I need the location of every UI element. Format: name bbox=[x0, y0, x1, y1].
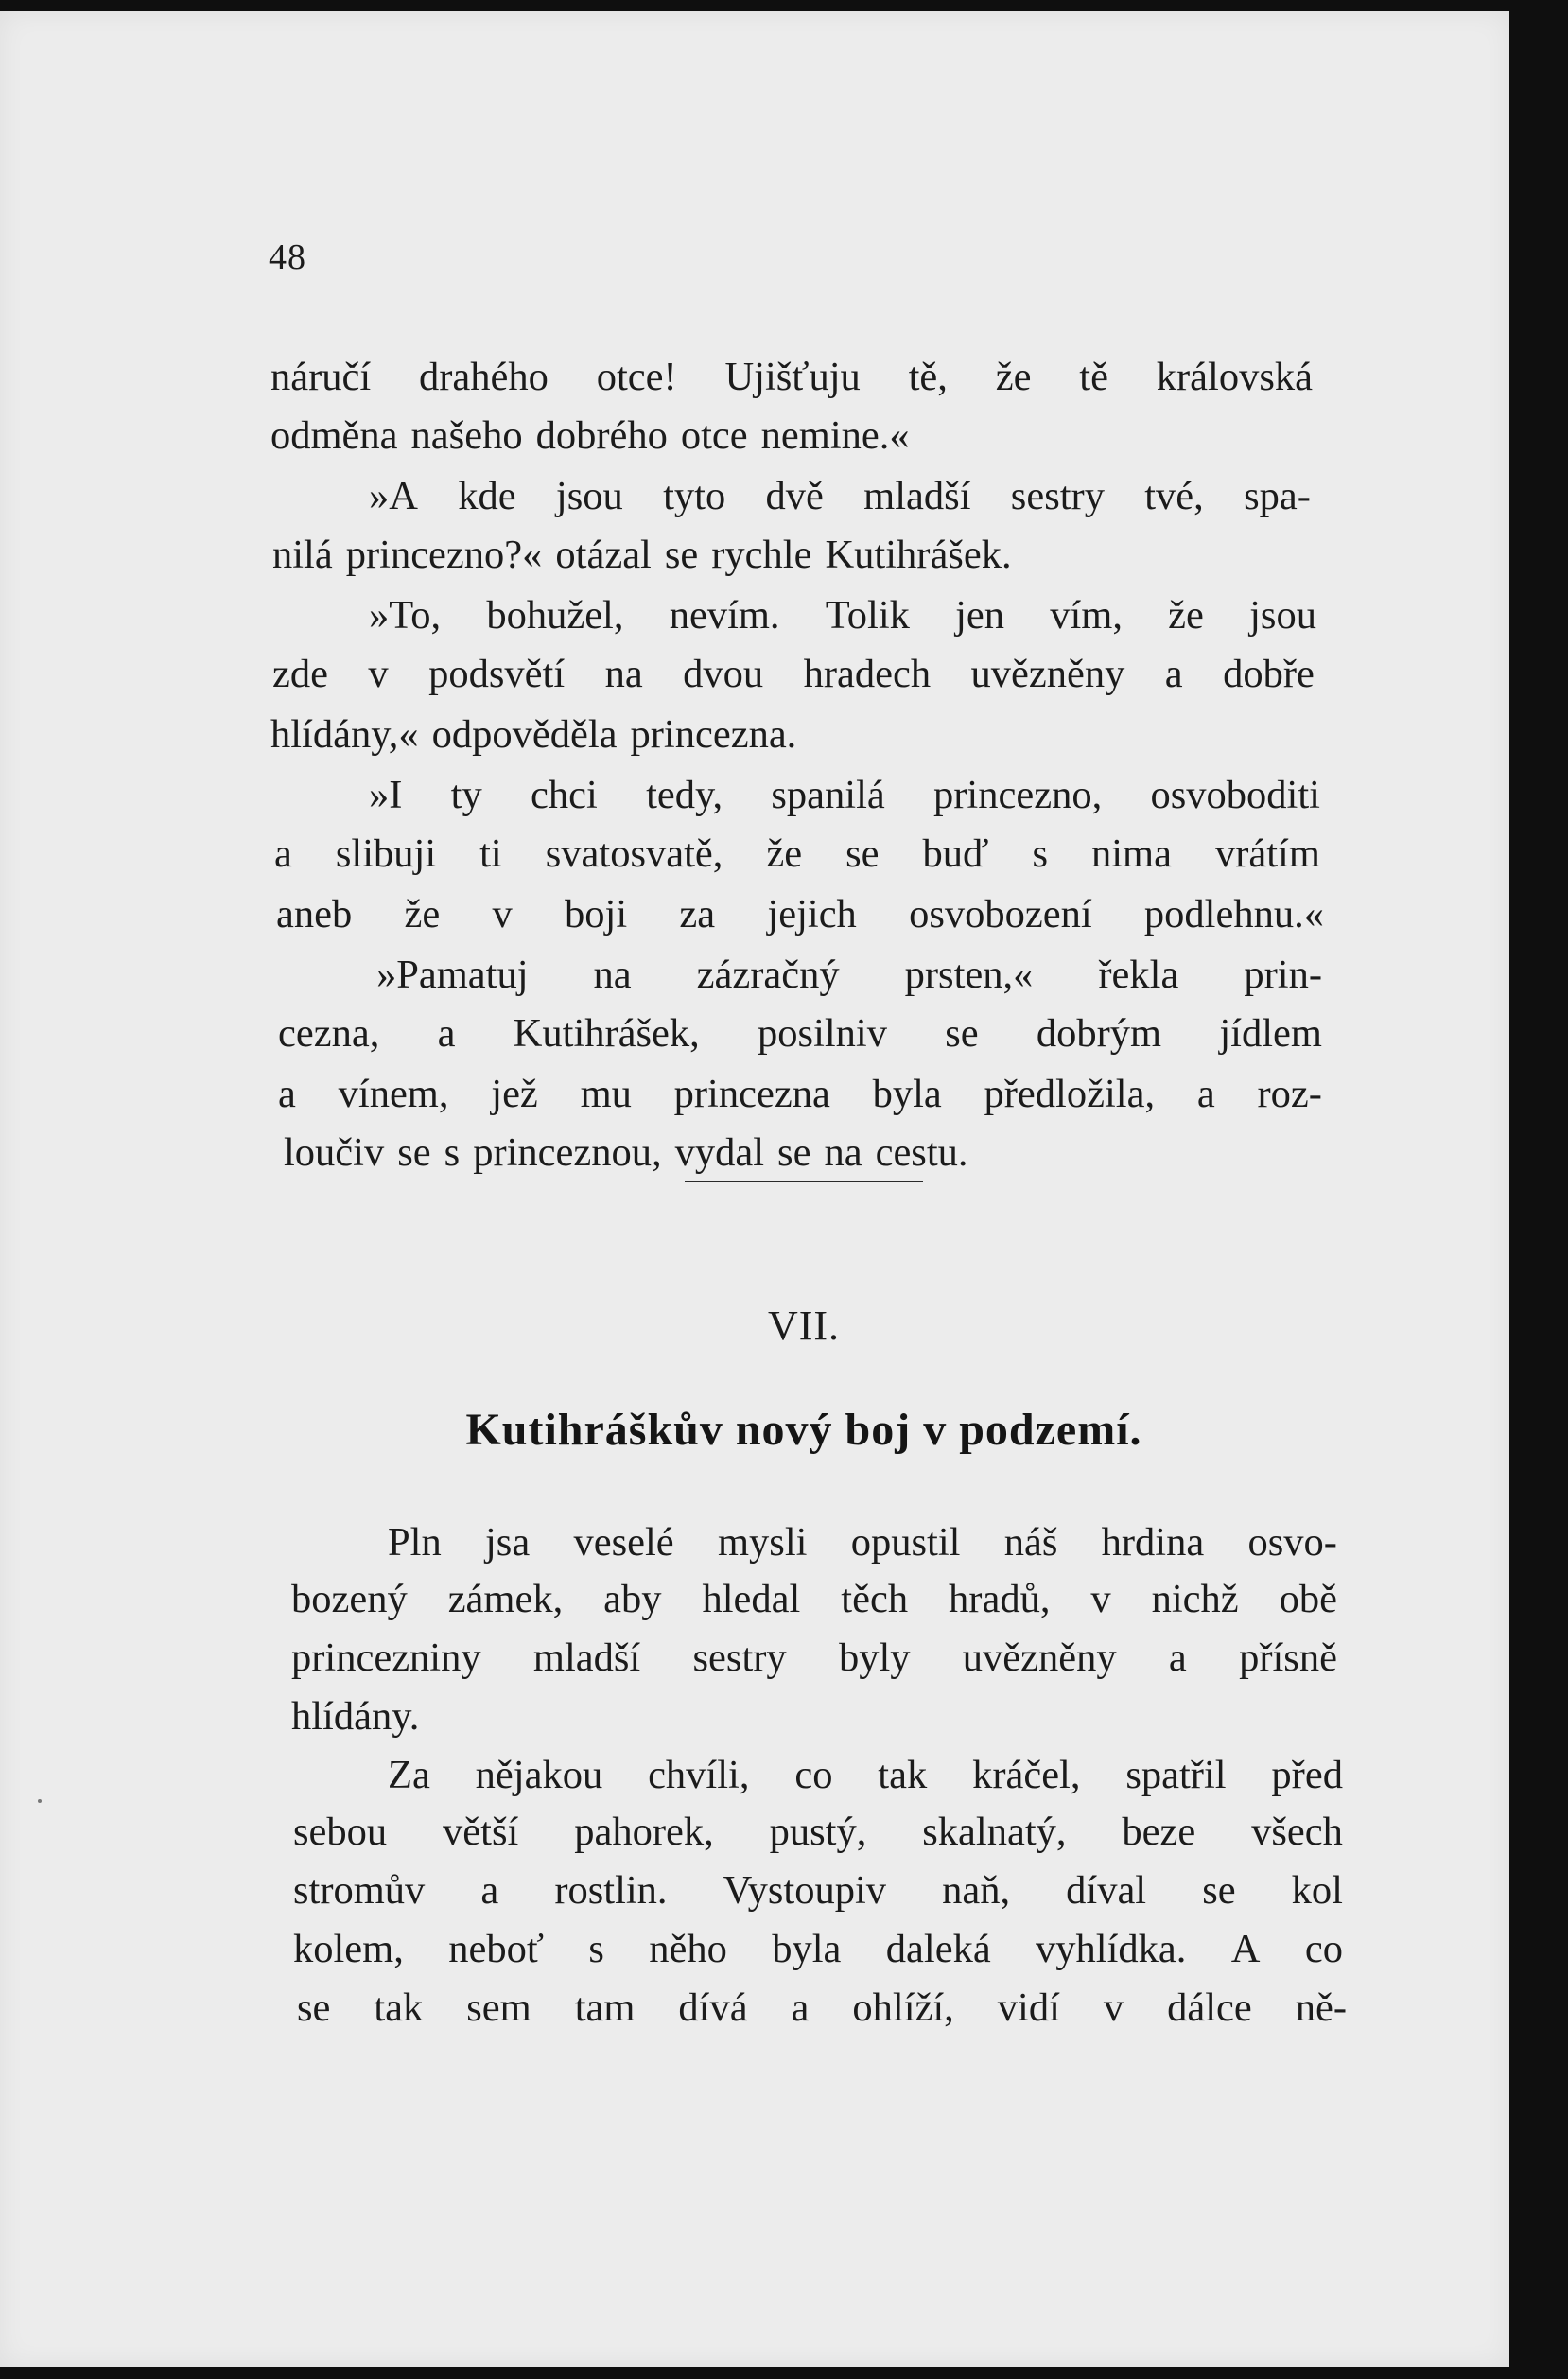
page-number: 48 bbox=[269, 237, 306, 277]
text-line: hlídány,« odpověděla princezna. bbox=[270, 712, 797, 757]
text-line: »A kde jsou tyto dvě mladší sestry tvé, spa- bbox=[369, 474, 1311, 518]
text-line: »I ty chci tedy, spanilá princezno, osvoboditi bbox=[369, 773, 1320, 817]
chapter-number: VII. bbox=[767, 1303, 841, 1349]
text-line: zde v podsvětí na dvou hradech uvězněny a dobře bbox=[272, 652, 1315, 696]
text-line: nilá princezno?« otázal se rychle Kutihrášek. bbox=[272, 533, 1012, 577]
text-line: náručí drahého otce! Ujišťuju tě, že tě královská bbox=[270, 355, 1313, 399]
text-line: stromův a rostlin. Vystoupiv naň, díval se kol bbox=[293, 1868, 1343, 1913]
text-line: princezniny mladší sestry byly uvězněny a přísně bbox=[291, 1636, 1337, 1680]
text-line: a vínem, jež mu princezna byla předložila, a roz- bbox=[278, 1072, 1322, 1116]
chapter-title: Kutihráškův nový boj v podzemí. bbox=[465, 1405, 1142, 1455]
text-line: sebou větší pahorek, pustý, skalnatý, beze všech bbox=[293, 1810, 1343, 1854]
text-line: bozený zámek, aby hledal těch hradů, v nichž obě bbox=[291, 1577, 1337, 1621]
text-line: aneb že v boji za jejich osvobození podlehnu.« bbox=[276, 892, 1324, 936]
text-line: a slibuji ti svatosvatě, že se buď s nima vrátím bbox=[274, 831, 1320, 876]
text-line: odměna našeho dobrého otce nemine.« bbox=[270, 413, 910, 458]
text-line: Za nějakou chvíli, co tak kráčel, spatřil před bbox=[388, 1753, 1343, 1797]
text-line: hlídány. bbox=[291, 1694, 420, 1739]
text-line: kolem, neboť s něho byla daleká vyhlídka. A co bbox=[293, 1927, 1343, 1971]
paper-speck bbox=[38, 1799, 42, 1803]
scan-border bbox=[1509, 0, 1568, 2379]
text-line: se tak sem tam dívá a ohlíží, vidí v dálce ně- bbox=[297, 1985, 1347, 2030]
section-separator bbox=[685, 1181, 923, 1182]
text-line: loučiv se s princeznou, vydal se na cestu. bbox=[284, 1130, 968, 1175]
text-line: Pln jsa veselé mysli opustil náš hrdina osvo- bbox=[388, 1520, 1337, 1565]
text-line: »To, bohužel, nevím. Tolik jen vím, že jsou bbox=[369, 593, 1316, 638]
book-page bbox=[0, 11, 1509, 2367]
text-line: »Pamatuj na zázračný prsten,« řekla prin- bbox=[376, 953, 1322, 997]
text-line: cezna, a Kutihrášek, posilniv se dobrým jídlem bbox=[278, 1011, 1322, 1056]
